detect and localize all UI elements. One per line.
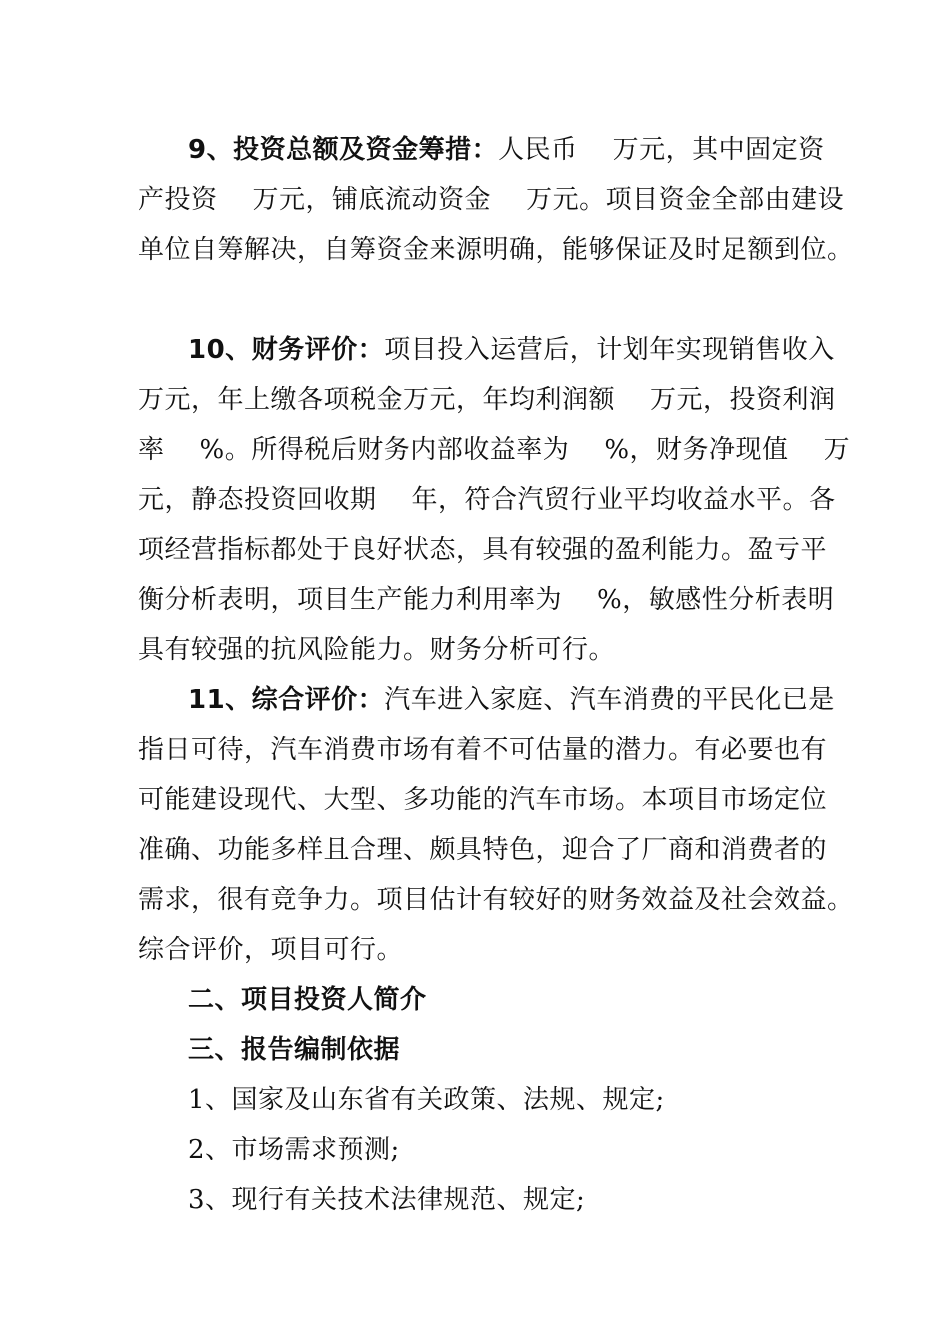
section10-line-7: 具有较强的抗风险能力。财务分析可行。 bbox=[138, 635, 616, 665]
heading-investor-intro: 二、项目投资人简介 bbox=[188, 985, 427, 1015]
section11-line-3: 可能建设现代、大型、多功能的汽车市场。本项目市场定位 bbox=[138, 785, 828, 815]
section10-text: 项目投入运营后，计划年实现销售收入 bbox=[384, 335, 835, 365]
section11-text: 汽车进入家庭、汽车消费的平民化已是 bbox=[384, 685, 835, 715]
section10-line-5: 项经营指标都处于良好状态，具有较强的盈利能力。盈亏平 bbox=[138, 535, 828, 565]
section9-heading: 9、投资总额及资金筹措： bbox=[188, 135, 499, 165]
section11-line-1 bbox=[188, 684, 835, 716]
section11-line-2: 指日可待，汽车消费市场有着不可估量的潜力。有必要也有 bbox=[138, 735, 828, 765]
basis-item-1: 1、国家及山东省有关政策、法规、规定; bbox=[188, 1085, 665, 1115]
section9-line-3: 单位自筹解决，自筹资金来源明确，能够保证及时足额到位。 bbox=[138, 235, 854, 265]
section10-heading: 10、财务评价： bbox=[188, 335, 385, 365]
section11-line-4: 准确、功能多样且合理、颇具特色，迎合了厂商和消费者的 bbox=[138, 835, 828, 865]
basis-item-2: 2、市场需求预测; bbox=[188, 1135, 400, 1165]
section9-line-2: 产投资 万元，铺底流动资金 万元。项目资金全部由建设 bbox=[138, 185, 845, 215]
section11-heading: 11、综合评价： bbox=[188, 685, 385, 715]
section11-line-5: 需求，很有竞争力。项目估计有较好的财务效益及社会效益。 bbox=[138, 885, 854, 915]
section10-line-2: 万元，年上缴各项税金万元，年均利润额 万元，投资利润 bbox=[138, 385, 836, 415]
heading-report-basis: 三、报告编制依据 bbox=[188, 1035, 401, 1065]
basis-item-3: 3、现行有关技术法律规范、规定; bbox=[188, 1185, 586, 1215]
section10-line-6: 衡分析表明，项目生产能力利用率为 %，敏感性分析表明 bbox=[138, 585, 835, 615]
section10-line-1 bbox=[188, 334, 835, 366]
section10-line-3: 率 %。所得税后财务内部收益率为 %，财务净现值 万 bbox=[138, 435, 851, 465]
section10-line-4: 元，静态投资回收期 年，符合汽贸行业平均收益水平。各 bbox=[138, 485, 836, 515]
section9-text: 人民币 万元，其中固定资 bbox=[498, 135, 825, 165]
section11-line-6: 综合评价，项目可行。 bbox=[138, 935, 404, 965]
section9-line-1 bbox=[188, 134, 825, 166]
